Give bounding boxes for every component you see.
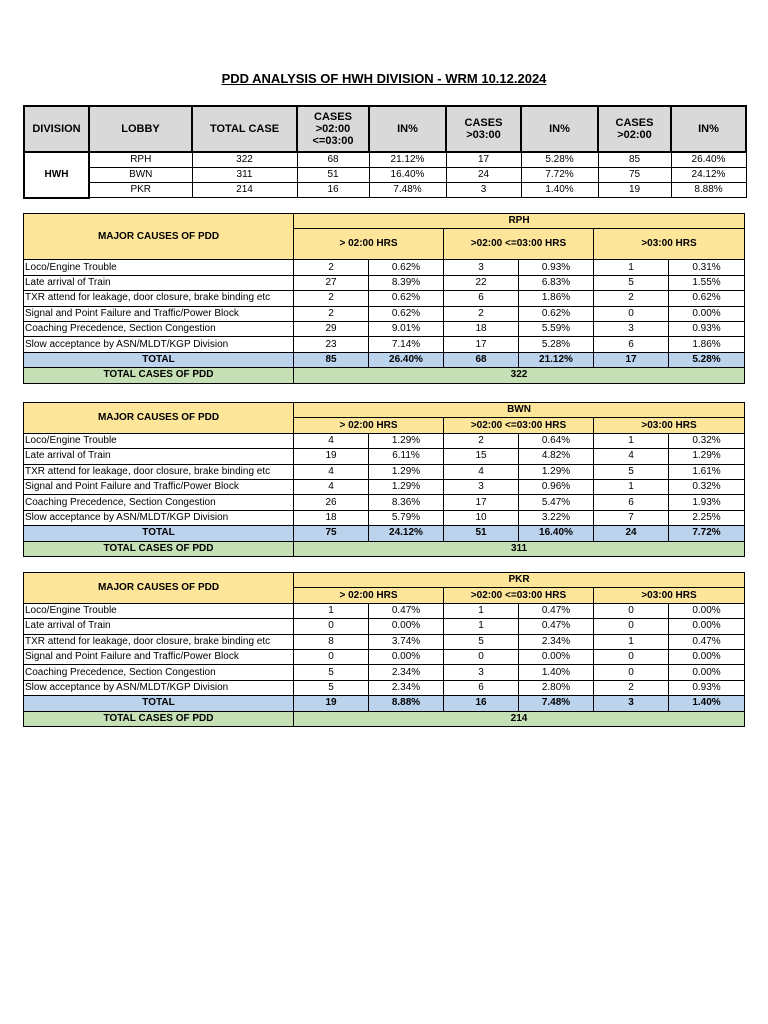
table-cell: 0.93% xyxy=(669,321,745,336)
table-cell: 24 xyxy=(446,168,521,183)
table-cell: 68 xyxy=(297,152,369,168)
table-cell: 0.47% xyxy=(519,619,594,634)
table-cell: 6 xyxy=(594,337,669,352)
total-cell: 3 xyxy=(594,696,669,711)
table-cell: 0 xyxy=(594,649,669,664)
table-cell: 0.47% xyxy=(369,603,444,618)
table-cell: 22 xyxy=(444,275,519,290)
summary-header-in-pct: IN% xyxy=(671,106,746,152)
table-cell: 5.47% xyxy=(519,495,594,510)
table-cell: 18 xyxy=(294,510,369,525)
major-causes-header: MAJOR CAUSES OF PDD xyxy=(24,403,294,434)
cause-table-pkr xyxy=(23,572,745,727)
table-cell: 0.62% xyxy=(519,306,594,321)
table-row xyxy=(24,337,745,352)
summary-header-in-pct: IN% xyxy=(369,106,446,152)
group-header: >03:00 HRS xyxy=(594,229,745,260)
total-row xyxy=(24,696,745,711)
table-cell: 0.93% xyxy=(519,260,594,275)
total-cell: 8.88% xyxy=(369,696,444,711)
table-cell: PKR xyxy=(89,183,192,198)
table-cell: 27 xyxy=(294,275,369,290)
table-cell: 0 xyxy=(294,649,369,664)
table-cell: 0 xyxy=(444,649,519,664)
summary-header-lobby: LOBBY xyxy=(89,106,192,152)
total-label: TOTAL xyxy=(24,352,294,367)
cause-label: Slow acceptance by ASN/MLDT/KGP Division xyxy=(24,510,294,525)
total-cell: 51 xyxy=(444,526,519,541)
table-cell: 0.96% xyxy=(519,479,594,494)
table-cell: 5 xyxy=(294,665,369,680)
total-cell: 1.40% xyxy=(669,696,745,711)
cause-label: Coaching Precedence, Section Congestion xyxy=(24,665,294,680)
table-cell: 5 xyxy=(594,464,669,479)
cause-header-row xyxy=(24,573,745,588)
table-cell: 3 xyxy=(444,479,519,494)
summary-header-division: DIVISION xyxy=(24,106,89,152)
table-cell: 17 xyxy=(444,337,519,352)
table-cell: 1 xyxy=(594,634,669,649)
summary-header-total-case: TOTAL CASE xyxy=(192,106,297,152)
table-cell: 3 xyxy=(594,321,669,336)
cause-label: Signal and Point Failure and Traffic/Power Block xyxy=(24,649,294,664)
table-cell: 2 xyxy=(444,433,519,448)
table-cell: 21.12% xyxy=(369,152,446,168)
table-cell: 2.34% xyxy=(369,680,444,695)
cause-label: Loco/Engine Trouble xyxy=(24,603,294,618)
table-cell: 7.72% xyxy=(521,168,598,183)
cause-label: Late arrival of Train xyxy=(24,619,294,634)
table-cell: 0.31% xyxy=(669,260,745,275)
table-cell: 4 xyxy=(294,433,369,448)
table-cell: 1 xyxy=(594,479,669,494)
summary-row xyxy=(24,152,746,168)
total-label: TOTAL xyxy=(24,526,294,541)
table-cell: 0.62% xyxy=(669,291,745,306)
cause-label: Signal and Point Failure and Traffic/Power Block xyxy=(24,306,294,321)
table-cell: 6 xyxy=(444,680,519,695)
total-cell: 24 xyxy=(594,526,669,541)
table-cell: 8.39% xyxy=(369,275,444,290)
table-cell: 0 xyxy=(594,306,669,321)
table-cell: 6.11% xyxy=(369,449,444,464)
summary-row xyxy=(24,183,746,198)
total-cell: 85 xyxy=(294,352,369,367)
table-row xyxy=(24,665,745,680)
cause-label: Loco/Engine Trouble xyxy=(24,260,294,275)
group-header: >02:00 <=03:00 HRS xyxy=(444,588,594,603)
table-cell: 17 xyxy=(446,152,521,168)
cause-label: Signal and Point Failure and Traffic/Power Block xyxy=(24,479,294,494)
table-cell: 0.00% xyxy=(669,649,745,664)
total-label: TOTAL xyxy=(24,696,294,711)
table-cell: 5 xyxy=(594,275,669,290)
division-cell: HWH xyxy=(24,152,89,198)
table-row xyxy=(24,433,745,448)
table-cell: 4 xyxy=(294,464,369,479)
table-cell: 16 xyxy=(297,183,369,198)
table-cell: 19 xyxy=(598,183,671,198)
total-cell: 17 xyxy=(594,352,669,367)
table-cell: 0.62% xyxy=(369,260,444,275)
total-row xyxy=(24,352,745,367)
summary-header-cases-3: CASES >03:00 xyxy=(446,106,521,152)
table-cell: 1.93% xyxy=(669,495,745,510)
table-cell: 0.32% xyxy=(669,479,745,494)
table-cell: 0.00% xyxy=(669,306,745,321)
grand-total-label: TOTAL CASES OF PDD xyxy=(24,368,294,383)
summary-header-cases-2-3: CASES >02:00 <=03:00 xyxy=(297,106,369,152)
table-cell: 16.40% xyxy=(369,168,446,183)
grand-total-value: 214 xyxy=(294,711,745,726)
group-header: > 02:00 HRS xyxy=(294,418,444,433)
table-cell: 1.40% xyxy=(519,665,594,680)
table-cell: 5 xyxy=(294,680,369,695)
table-cell: 0.00% xyxy=(669,665,745,680)
table-cell: 1 xyxy=(594,260,669,275)
table-cell: 1.61% xyxy=(669,464,745,479)
table-cell: 23 xyxy=(294,337,369,352)
lobby-header: BWN xyxy=(294,403,745,418)
summary-row xyxy=(24,168,746,183)
total-cell: 19 xyxy=(294,696,369,711)
cause-label: TXR attend for leakage, door closure, brake binding etc xyxy=(24,634,294,649)
table-cell: 19 xyxy=(294,449,369,464)
group-header: >03:00 HRS xyxy=(594,418,745,433)
table-row xyxy=(24,649,745,664)
table-cell: 6 xyxy=(444,291,519,306)
total-cell: 16.40% xyxy=(519,526,594,541)
cause-label: Slow acceptance by ASN/MLDT/KGP Division xyxy=(24,337,294,352)
cause-label: TXR attend for leakage, door closure, brake binding etc xyxy=(24,464,294,479)
table-cell: 0.62% xyxy=(369,291,444,306)
table-cell: 0.00% xyxy=(669,603,745,618)
table-cell: 6 xyxy=(594,495,669,510)
cause-table-bwn xyxy=(23,402,745,557)
page-title: PDD ANALYSIS OF HWH DIVISION - WRM 10.12.2024 xyxy=(221,71,547,86)
table-cell: 15 xyxy=(444,449,519,464)
grand-total-label: TOTAL CASES OF PDD xyxy=(24,711,294,726)
summary-header-in-pct: IN% xyxy=(521,106,598,152)
table-cell: 0.00% xyxy=(519,649,594,664)
table-cell: 5.28% xyxy=(521,152,598,168)
table-cell: 2 xyxy=(444,306,519,321)
table-cell: 0.32% xyxy=(669,433,745,448)
table-cell: 2.80% xyxy=(519,680,594,695)
table-cell: 0.47% xyxy=(669,634,745,649)
table-cell: 6.83% xyxy=(519,275,594,290)
table-cell: 1 xyxy=(444,619,519,634)
table-cell: 3 xyxy=(444,260,519,275)
table-cell: 8.36% xyxy=(369,495,444,510)
table-cell: 1.29% xyxy=(369,479,444,494)
total-cell: 21.12% xyxy=(519,352,594,367)
table-cell: 51 xyxy=(297,168,369,183)
cause-label: Coaching Precedence, Section Congestion xyxy=(24,321,294,336)
table-cell: 1.86% xyxy=(669,337,745,352)
table-cell: 3.74% xyxy=(369,634,444,649)
summary-table xyxy=(23,105,747,199)
table-cell: 7 xyxy=(594,510,669,525)
table-row xyxy=(24,619,745,634)
table-cell: 0 xyxy=(594,619,669,634)
lobby-header: PKR xyxy=(294,573,745,588)
cause-label: Late arrival of Train xyxy=(24,275,294,290)
table-cell: 0.93% xyxy=(669,680,745,695)
table-cell: 5 xyxy=(444,634,519,649)
table-cell: 85 xyxy=(598,152,671,168)
table-row xyxy=(24,306,745,321)
table-row xyxy=(24,321,745,336)
table-cell: 2 xyxy=(294,260,369,275)
table-row xyxy=(24,260,745,275)
table-cell: 1 xyxy=(294,603,369,618)
table-cell: 2 xyxy=(594,680,669,695)
total-cell: 68 xyxy=(444,352,519,367)
table-cell: 1.29% xyxy=(669,449,745,464)
table-cell: 9.01% xyxy=(369,321,444,336)
total-cell: 26.40% xyxy=(369,352,444,367)
table-cell: 0.62% xyxy=(369,306,444,321)
table-cell: 1.29% xyxy=(519,464,594,479)
table-cell: 2.34% xyxy=(519,634,594,649)
table-cell: 0.00% xyxy=(369,619,444,634)
table-cell: 3 xyxy=(444,665,519,680)
table-cell: 4 xyxy=(594,449,669,464)
grand-total-value: 322 xyxy=(294,368,745,383)
grand-total-row xyxy=(24,368,745,383)
grand-total-label: TOTAL CASES OF PDD xyxy=(24,541,294,556)
total-row xyxy=(24,526,745,541)
table-cell: BWN xyxy=(89,168,192,183)
grand-total-row xyxy=(24,711,745,726)
lobby-header: RPH xyxy=(294,214,745,229)
table-cell: 75 xyxy=(598,168,671,183)
cause-label: Loco/Engine Trouble xyxy=(24,433,294,448)
cause-label: TXR attend for leakage, door closure, brake binding etc xyxy=(24,291,294,306)
table-cell: 3 xyxy=(446,183,521,198)
table-cell: 26 xyxy=(294,495,369,510)
table-cell: 214 xyxy=(192,183,297,198)
table-cell: 5.28% xyxy=(519,337,594,352)
table-cell: 4.82% xyxy=(519,449,594,464)
table-cell: 4 xyxy=(444,464,519,479)
table-cell: 18 xyxy=(444,321,519,336)
table-cell: 17 xyxy=(444,495,519,510)
table-cell: 8.88% xyxy=(671,183,746,198)
table-cell: 26.40% xyxy=(671,152,746,168)
table-cell: 1.40% xyxy=(521,183,598,198)
table-cell: 0.47% xyxy=(519,603,594,618)
table-cell: 0.00% xyxy=(369,649,444,664)
table-cell: 2.34% xyxy=(369,665,444,680)
table-cell: 0 xyxy=(294,619,369,634)
table-row xyxy=(24,603,745,618)
cause-table-rph xyxy=(23,213,745,384)
table-cell: 0 xyxy=(594,603,669,618)
table-cell: 1.29% xyxy=(369,464,444,479)
table-cell: 0.64% xyxy=(519,433,594,448)
table-cell: 7.14% xyxy=(369,337,444,352)
group-header: >02:00 <=03:00 HRS xyxy=(444,418,594,433)
cause-label: Late arrival of Train xyxy=(24,449,294,464)
table-cell: 3.22% xyxy=(519,510,594,525)
table-cell: 2 xyxy=(294,306,369,321)
summary-header-cases-2: CASES >02:00 xyxy=(598,106,671,152)
table-row xyxy=(24,510,745,525)
total-cell: 5.28% xyxy=(669,352,745,367)
total-cell: 16 xyxy=(444,696,519,711)
major-causes-header: MAJOR CAUSES OF PDD xyxy=(24,573,294,604)
table-row xyxy=(24,464,745,479)
table-cell: 8 xyxy=(294,634,369,649)
table-row xyxy=(24,634,745,649)
table-row xyxy=(24,479,745,494)
cause-header-row xyxy=(24,214,745,229)
table-cell: 1.29% xyxy=(369,433,444,448)
table-cell: 0.00% xyxy=(669,619,745,634)
table-cell: 1 xyxy=(594,433,669,448)
table-row xyxy=(24,680,745,695)
table-cell: 322 xyxy=(192,152,297,168)
table-cell: 2 xyxy=(294,291,369,306)
table-cell: 1 xyxy=(444,603,519,618)
total-cell: 24.12% xyxy=(369,526,444,541)
table-cell: 2 xyxy=(594,291,669,306)
table-cell: 1.55% xyxy=(669,275,745,290)
cause-header-row xyxy=(24,403,745,418)
table-cell: 10 xyxy=(444,510,519,525)
cause-label: Coaching Precedence, Section Congestion xyxy=(24,495,294,510)
table-cell: 311 xyxy=(192,168,297,183)
table-row xyxy=(24,495,745,510)
table-cell: 29 xyxy=(294,321,369,336)
total-cell: 7.48% xyxy=(519,696,594,711)
total-cell: 75 xyxy=(294,526,369,541)
table-cell: 0 xyxy=(594,665,669,680)
table-cell: 4 xyxy=(294,479,369,494)
group-header: >02:00 <=03:00 HRS xyxy=(444,229,594,260)
group-header: >03:00 HRS xyxy=(594,588,745,603)
group-header: > 02:00 HRS xyxy=(294,229,444,260)
cause-label: Slow acceptance by ASN/MLDT/KGP Division xyxy=(24,680,294,695)
table-row xyxy=(24,449,745,464)
table-cell: 5.59% xyxy=(519,321,594,336)
table-row xyxy=(24,291,745,306)
table-cell: 2.25% xyxy=(669,510,745,525)
table-cell: 5.79% xyxy=(369,510,444,525)
table-cell: 24.12% xyxy=(671,168,746,183)
table-cell: 1.86% xyxy=(519,291,594,306)
table-row xyxy=(24,275,745,290)
table-cell: 7.48% xyxy=(369,183,446,198)
major-causes-header: MAJOR CAUSES OF PDD xyxy=(24,214,294,260)
grand-total-value: 311 xyxy=(294,541,745,556)
grand-total-row xyxy=(24,541,745,556)
total-cell: 7.72% xyxy=(669,526,745,541)
table-cell: RPH xyxy=(89,152,192,168)
group-header: > 02:00 HRS xyxy=(294,588,444,603)
